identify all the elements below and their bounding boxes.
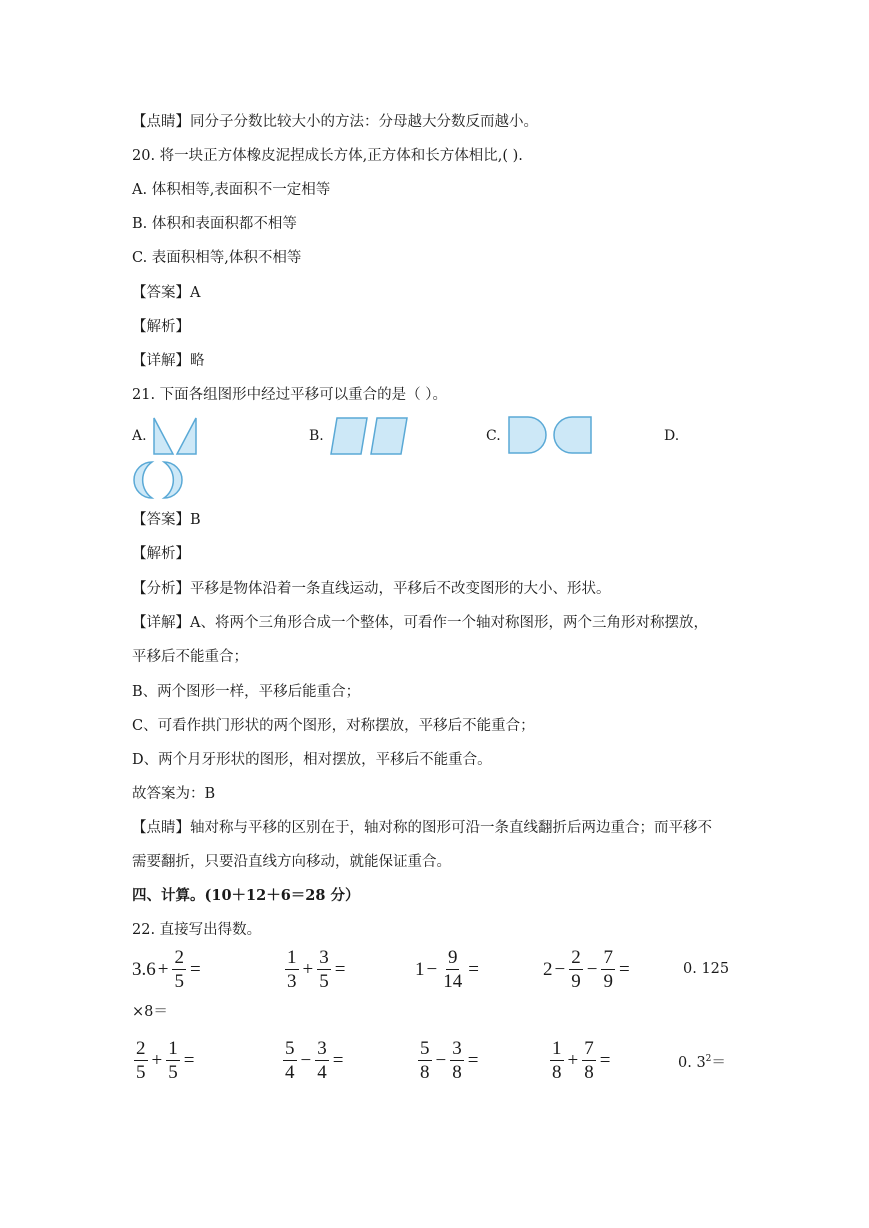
calc-expression bbox=[543, 948, 632, 991]
calc-operator: + bbox=[151, 1049, 163, 1071]
numerator: 1 bbox=[552, 1038, 562, 1059]
q21-answer: 【答案】B bbox=[132, 512, 201, 528]
calc-operator: + bbox=[567, 1049, 579, 1071]
q21-analysis: 【解析】 bbox=[132, 546, 190, 562]
calc-term: 2 bbox=[543, 958, 553, 980]
denominator: 8 bbox=[584, 1062, 594, 1083]
two-arch-shapes bbox=[507, 415, 593, 455]
q21-detail-line-1: 【详解】A、将两个三角形合成一个整体，可看作一个轴对称图形，两个三角形对称摆放， bbox=[132, 615, 708, 631]
fraction bbox=[418, 1039, 432, 1082]
section-4-heading: 四、计算。(10＋12＋6＝28 分） bbox=[132, 887, 360, 904]
two-parallelograms-shape bbox=[329, 416, 409, 456]
q21-reasoning: 【分析】平移是物体沿着一条直线运动，平移后不改变图形的大小、形状。 bbox=[132, 581, 611, 597]
denominator: 8 bbox=[452, 1062, 462, 1083]
denominator: 4 bbox=[317, 1062, 327, 1083]
calc-expression-square bbox=[678, 1051, 726, 1072]
calc-expression bbox=[132, 948, 203, 991]
fraction bbox=[166, 1039, 180, 1082]
q21-detail-line-4: C、可看作拱门形状的两个图形，对称摆放，平移后不能重合； bbox=[132, 718, 535, 734]
calc-expression bbox=[281, 1039, 345, 1082]
calc-term: 3.6 bbox=[132, 958, 156, 980]
q20-answer: 【答案】A bbox=[132, 285, 201, 301]
numerator: 5 bbox=[420, 1038, 430, 1059]
fraction bbox=[315, 1039, 329, 1082]
equals-sign: = bbox=[332, 1049, 344, 1071]
fraction bbox=[582, 1039, 596, 1082]
calc-operator: + bbox=[157, 958, 169, 980]
calc-term: 1 bbox=[415, 958, 425, 980]
fraction bbox=[441, 948, 464, 991]
calc-expression-decimal: 0. 125 bbox=[683, 961, 730, 977]
numerator: 2 bbox=[571, 947, 581, 968]
question-22: 22. 直接写出得数。 bbox=[132, 922, 262, 938]
fraction bbox=[283, 1039, 297, 1082]
q21-option-b-label: B. bbox=[309, 428, 324, 444]
fraction bbox=[450, 1039, 464, 1082]
calc-operator: + bbox=[302, 958, 314, 980]
denominator: 5 bbox=[319, 971, 329, 992]
numerator: 2 bbox=[136, 1038, 146, 1059]
question-21: 21. 下面各组图形中经过平移可以重合的是（ ）。 bbox=[132, 387, 448, 403]
q21-detail-line-3: B、两个图形一样，平移后能重合； bbox=[132, 684, 361, 700]
calc-expression bbox=[415, 948, 481, 991]
two-crescent-shapes bbox=[130, 460, 186, 500]
equals-sign: = bbox=[189, 958, 201, 980]
question-20: 20. 将一块正方体橡皮泥捏成长方体,正方体和长方体相比,( ). bbox=[132, 148, 523, 164]
equals-sign: = bbox=[618, 958, 630, 980]
two-triangles-shape bbox=[152, 416, 198, 456]
equals-sign: = bbox=[334, 958, 346, 980]
denominator: 5 bbox=[174, 971, 184, 992]
denominator: 8 bbox=[420, 1062, 430, 1083]
calc-expression bbox=[132, 1039, 196, 1082]
equals-sign: = bbox=[599, 1049, 611, 1071]
calc-operator: − bbox=[426, 958, 438, 980]
equals-sign: = bbox=[468, 958, 479, 980]
square-exponent: 2 bbox=[705, 1054, 712, 1065]
square-base: 0. 3 bbox=[678, 1055, 706, 1071]
numerator: 3 bbox=[452, 1038, 462, 1059]
note-line: 【点睛】同分子分数比较大小的方法：分母越大分数反而越小。 bbox=[132, 114, 538, 130]
numerator: 1 bbox=[287, 947, 297, 968]
calc-expression bbox=[416, 1039, 480, 1082]
q20-option-b: B. 体积和表面积都不相等 bbox=[132, 216, 297, 232]
numerator: 3 bbox=[317, 1038, 327, 1059]
calc-operator: − bbox=[554, 958, 566, 980]
q20-option-c: C. 表面积相等,体积不相等 bbox=[132, 250, 302, 266]
denominator: 14 bbox=[443, 971, 463, 992]
calc-operator: − bbox=[435, 1049, 447, 1071]
q21-option-d-label: D. bbox=[664, 428, 680, 444]
fraction bbox=[550, 1039, 564, 1082]
denominator: 8 bbox=[552, 1062, 562, 1083]
q20-analysis: 【解析】 bbox=[132, 319, 190, 335]
q21-detail-line-5: D、两个月牙形状的图形，相对摆放，平移后不能重合。 bbox=[132, 752, 492, 768]
numerator: 3 bbox=[319, 947, 329, 968]
calc-operator: − bbox=[586, 958, 598, 980]
denominator: 5 bbox=[136, 1062, 146, 1083]
denominator: 3 bbox=[287, 971, 297, 992]
denominator: 5 bbox=[168, 1062, 178, 1083]
numerator: 7 bbox=[603, 947, 613, 968]
q20-option-a: A. 体积相等,表面积不一定相等 bbox=[132, 182, 331, 198]
calc-expression-decimal-cont: ×8＝ bbox=[132, 1004, 168, 1020]
q21-conclusion: 故答案为：B bbox=[132, 786, 216, 802]
fraction bbox=[134, 1039, 148, 1082]
denominator: 9 bbox=[603, 971, 613, 992]
q21-detail-line-2: 平移后不能重合； bbox=[132, 649, 248, 665]
numerator: 2 bbox=[174, 947, 184, 968]
numerator: 9 bbox=[447, 947, 458, 968]
equals-sign: ＝ bbox=[711, 1055, 726, 1071]
q21-note-line-1: 【点睛】轴对称与平移的区别在于，轴对称的图形可沿一条直线翻折后两边重合；而平移不 bbox=[132, 820, 712, 836]
numerator: 1 bbox=[168, 1038, 178, 1059]
equals-sign: = bbox=[183, 1049, 195, 1071]
q21-option-a-label: A. bbox=[132, 428, 147, 444]
denominator: 9 bbox=[571, 971, 581, 992]
q20-detail: 【详解】略 bbox=[132, 353, 205, 369]
fraction bbox=[317, 948, 331, 991]
q21-option-c-label: C. bbox=[486, 428, 501, 444]
fraction bbox=[569, 948, 583, 991]
denominator: 4 bbox=[285, 1062, 295, 1083]
calc-expression bbox=[283, 948, 347, 991]
numerator: 5 bbox=[285, 1038, 295, 1059]
fraction bbox=[601, 948, 615, 991]
calc-operator: − bbox=[300, 1049, 312, 1071]
numerator: 7 bbox=[584, 1038, 594, 1059]
equals-sign: = bbox=[467, 1049, 479, 1071]
fraction bbox=[172, 948, 186, 991]
q21-note-line-2: 需要翻折，只要沿直线方向移动，就能保证重合。 bbox=[132, 854, 451, 870]
fraction bbox=[285, 948, 299, 991]
calc-expression bbox=[548, 1039, 612, 1082]
